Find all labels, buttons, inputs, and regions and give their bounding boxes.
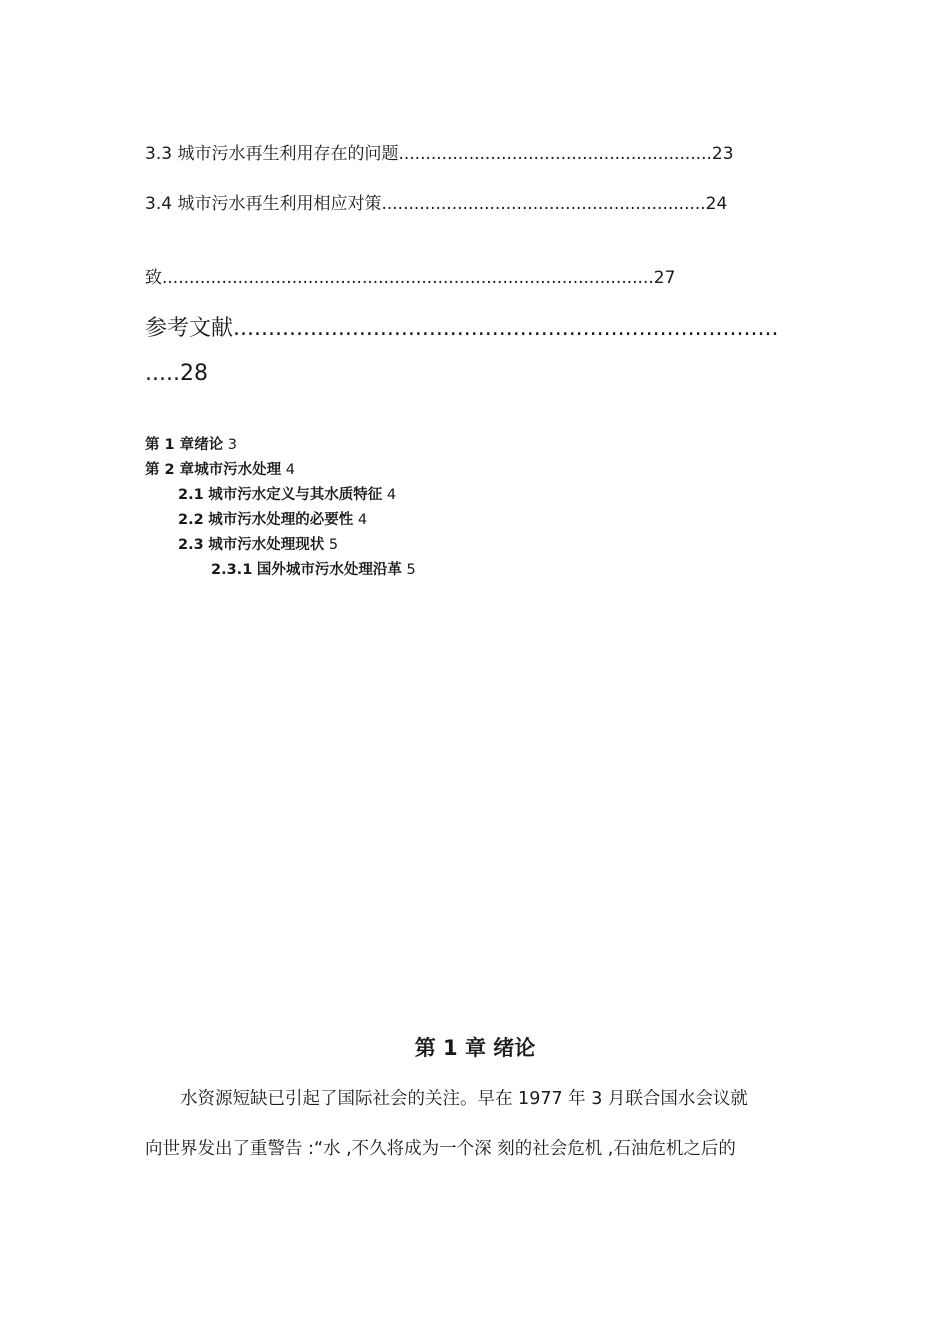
- toc-page-number: .24: [700, 194, 728, 214]
- toc-entry-references-continued[interactable]: [145, 361, 208, 386]
- body-paragraph-line: 向世界发出了重警告 :“水 ,不久将成为一个深 刻的社会危机 ,石油危机之后的: [145, 1139, 736, 1159]
- toc-page-number: 4: [386, 487, 397, 503]
- toc-leader: ...........................................................: [381, 194, 701, 214]
- toc-page-number: ..23: [701, 144, 734, 164]
- toc-entry-title: 致: [145, 268, 162, 288]
- toc-chapter-number: 第 1 章: [145, 437, 195, 453]
- toc-page-number: 5: [328, 537, 339, 553]
- auto-toc-section-2-3[interactable]: [178, 533, 338, 554]
- toc-entry-acknowledgement[interactable]: [145, 263, 675, 288]
- toc-entry-references[interactable]: [145, 311, 778, 342]
- toc-page-number: .27: [648, 268, 676, 288]
- toc-section-title: 城市污水定义与其水质特征: [208, 487, 383, 503]
- toc-section-title: 城市污水处理现状: [208, 537, 325, 553]
- toc-leader: ........................................................: [398, 144, 702, 164]
- toc-leader: .....: [145, 361, 180, 386]
- toc-page-number: 4: [285, 462, 296, 478]
- toc-section-title: 城市污水处理的必要性: [208, 512, 354, 528]
- chapter-heading: 第 1 章 绪论: [414, 1036, 536, 1060]
- toc-section-number: 2.3.1: [211, 562, 253, 578]
- toc-page-number: 28: [179, 361, 208, 386]
- toc-entry-title: 参考文献: [145, 316, 234, 341]
- toc-section-number: 2.2: [178, 512, 204, 528]
- toc-leader: ..............................................................................: [233, 316, 779, 341]
- toc-chapter-number: 第 2 章: [145, 462, 195, 478]
- toc-page-number: 5: [406, 562, 416, 578]
- toc-entry-title: 3.4 城市污水再生利用相应对策: [145, 194, 382, 214]
- auto-toc-section-2-1[interactable]: [178, 483, 396, 504]
- toc-section-title: 国外城市污水处理沿革: [256, 562, 402, 578]
- toc-leader: ..........................................................................................: [162, 268, 649, 288]
- auto-toc-chapter-1[interactable]: [145, 433, 237, 454]
- toc-entry-title: 3.3 城市污水再生利用存在的问题: [145, 144, 399, 164]
- body-paragraph-line: 水资源短缺已引起了国际社会的关注。早在 1977 年 3 月联合国水会议就: [180, 1089, 748, 1109]
- auto-toc-section-2-2[interactable]: [178, 508, 367, 529]
- toc-section-number: 2.1: [178, 487, 204, 503]
- toc-page-number: 3: [227, 437, 238, 453]
- auto-toc-section-2-3-1[interactable]: [211, 558, 416, 579]
- auto-toc-chapter-2[interactable]: [145, 458, 295, 479]
- toc-page-number: 4: [357, 512, 368, 528]
- toc-section-number: 2.3: [178, 537, 204, 553]
- toc-chapter-title: 城市污水处理: [194, 462, 282, 478]
- toc-chapter-title: 绪论: [194, 437, 224, 453]
- toc-entry-3-3[interactable]: [145, 139, 734, 164]
- toc-entry-3-4[interactable]: [145, 189, 727, 214]
